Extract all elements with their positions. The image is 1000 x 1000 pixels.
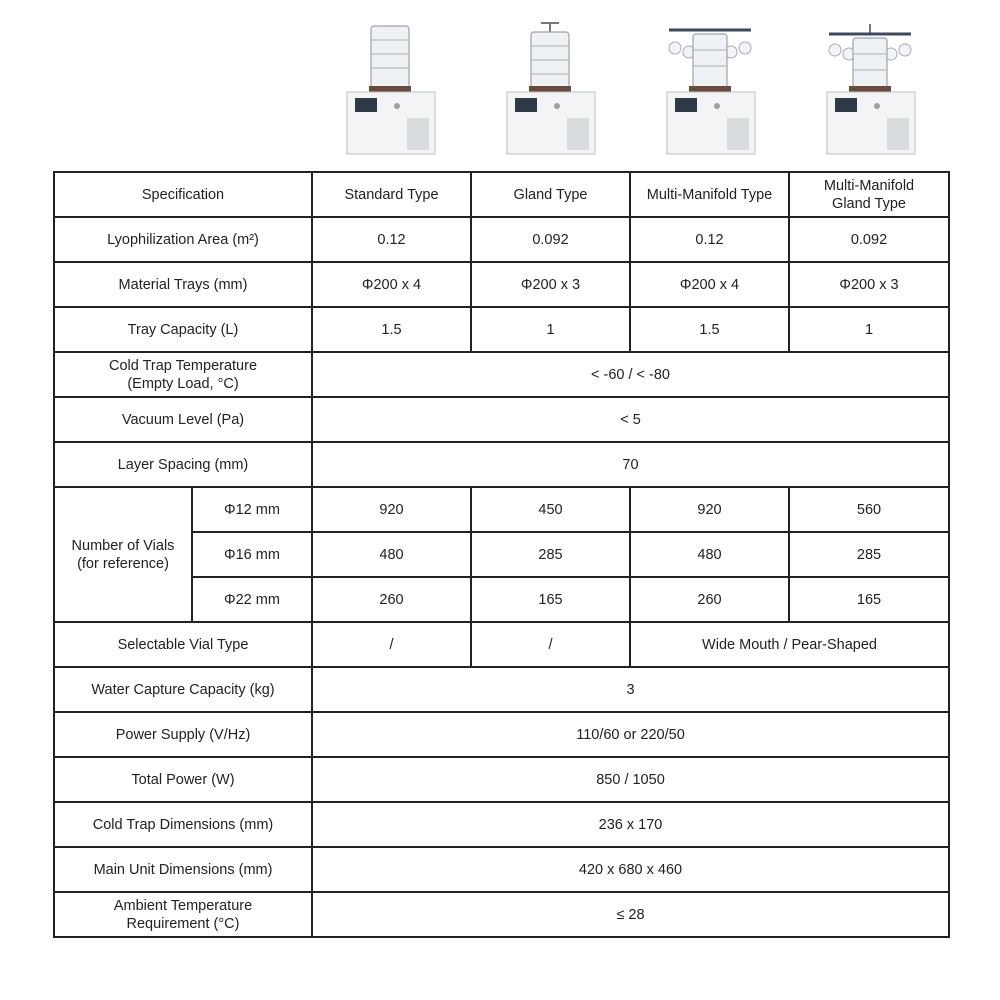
freeze-dryer-standard-icon: [335, 10, 445, 160]
row-label: Power Supply (V/Hz): [54, 712, 312, 757]
row-label: Layer Spacing (mm): [54, 442, 312, 487]
row-label: Selectable Vial Type: [54, 622, 312, 667]
row-label: Water Capture Capacity (kg): [54, 667, 312, 712]
cell-value: 165: [471, 577, 630, 622]
row-label: Vacuum Level (Pa): [54, 397, 312, 442]
cell-value: ≤ 28: [312, 892, 949, 937]
table-row: [54, 397, 949, 442]
cell-value: 1.5: [312, 307, 471, 352]
row-label: Lyophilization Area (m²): [54, 217, 312, 262]
cell-value: 260: [312, 577, 471, 622]
table-row: [54, 802, 949, 847]
header-multi-manifold-type: Multi-Manifold Type: [630, 172, 789, 217]
table-row: [54, 847, 949, 892]
header-gland-type: Gland Type: [471, 172, 630, 217]
table-row: [54, 442, 949, 487]
cell-value: 1: [471, 307, 630, 352]
cell-value: /: [471, 622, 630, 667]
row-label: Tray Capacity (L): [54, 307, 312, 352]
cell-value: 165: [789, 577, 949, 622]
row-label: Total Power (W): [54, 757, 312, 802]
cell-value: 1.5: [630, 307, 789, 352]
cell-value: Wide Mouth / Pear-Shaped: [630, 622, 949, 667]
row-label-vials: Number of Vials (for reference): [54, 487, 192, 622]
cell-value: 480: [312, 532, 471, 577]
header-multi-manifold-gland-type: Multi-Manifold Gland Type: [789, 172, 949, 217]
freeze-dryer-gland-icon: [495, 10, 605, 160]
vial-size: Φ22 mm: [192, 577, 312, 622]
table-row: [54, 352, 949, 397]
cell-value: /: [312, 622, 471, 667]
table-row: [54, 622, 949, 667]
freeze-dryer-manifold-icon: [655, 10, 765, 160]
table-row: [54, 712, 949, 757]
cell-value: 560: [789, 487, 949, 532]
row-label: Material Trays (mm): [54, 262, 312, 307]
cell-value: 480: [630, 532, 789, 577]
cell-value: 236 x 170: [312, 802, 949, 847]
cell-value: 110/60 or 220/50: [312, 712, 949, 757]
vial-size: Φ16 mm: [192, 532, 312, 577]
table-row: [54, 667, 949, 712]
cell-value: 3: [312, 667, 949, 712]
product-images-row: [0, 0, 1000, 170]
header-specification: Specification: [54, 172, 312, 217]
table-row: [54, 217, 949, 262]
table-header-row: [54, 172, 949, 217]
cell-value: < -60 / < -80: [312, 352, 949, 397]
row-label: Cold Trap Dimensions (mm): [54, 802, 312, 847]
cell-value: Φ200 x 3: [789, 262, 949, 307]
cell-value: 0.12: [312, 217, 471, 262]
vial-size: Φ12 mm: [192, 487, 312, 532]
table-row: [54, 757, 949, 802]
cell-value: Φ200 x 3: [471, 262, 630, 307]
cell-value: 420 x 680 x 460: [312, 847, 949, 892]
table-row: [54, 892, 949, 937]
cell-value: 450: [471, 487, 630, 532]
table-row: [54, 487, 949, 532]
row-label: Main Unit Dimensions (mm): [54, 847, 312, 892]
cell-value: 70: [312, 442, 949, 487]
cell-value: 285: [471, 532, 630, 577]
cell-value: 0.092: [789, 217, 949, 262]
row-label: Cold Trap Temperature (Empty Load, °C): [54, 352, 312, 397]
cell-value: 285: [789, 532, 949, 577]
cell-value: < 5: [312, 397, 949, 442]
cell-value: 0.12: [630, 217, 789, 262]
cell-value: 920: [630, 487, 789, 532]
specification-table: [53, 171, 950, 938]
cell-value: 850 / 1050: [312, 757, 949, 802]
header-standard-type: Standard Type: [312, 172, 471, 217]
cell-value: 920: [312, 487, 471, 532]
cell-value: Φ200 x 4: [630, 262, 789, 307]
table-row: [54, 262, 949, 307]
table-row: [54, 307, 949, 352]
cell-value: 1: [789, 307, 949, 352]
cell-value: Φ200 x 4: [312, 262, 471, 307]
cell-value: 0.092: [471, 217, 630, 262]
freeze-dryer-manifold-gland-icon: [815, 10, 925, 160]
row-label: Ambient Temperature Requirement (°C): [54, 892, 312, 937]
cell-value: 260: [630, 577, 789, 622]
